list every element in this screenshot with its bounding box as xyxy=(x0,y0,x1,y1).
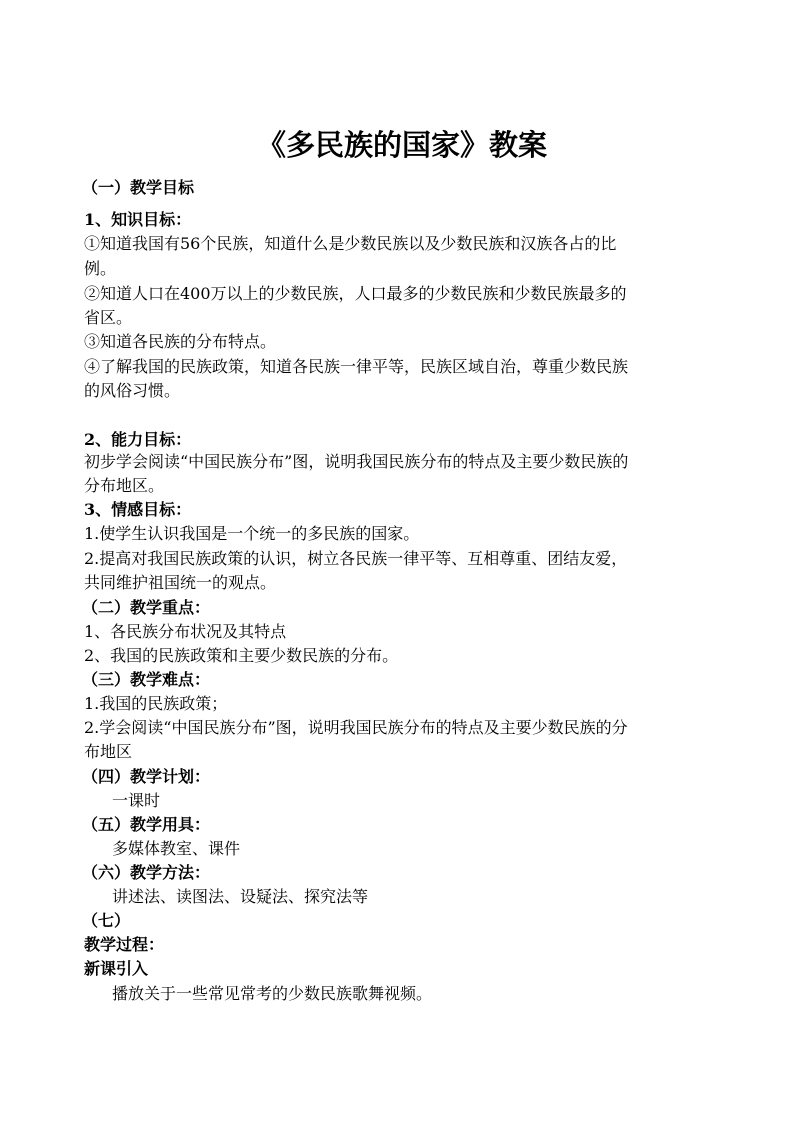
difficulty-2-line-1: 2.学会阅读“中国民族分布”图，说明我国民族分布的特点及主要少数民族的分 xyxy=(84,718,628,737)
knowledge-item-2-line-1: ②知道人口在400万以上的少数民族，人口最多的少数民族和少数民族最多的 xyxy=(84,284,627,303)
knowledge-item-1-line-1: ①知道我国有56个民族，知道什么是少数民族以及少数民族和汉族各占的比 xyxy=(84,234,617,253)
knowledge-item-1-line-2: 例。 xyxy=(84,259,117,278)
tools-text: 多媒体教室、课件 xyxy=(112,839,241,858)
knowledge-heading: 1、知识目标： xyxy=(84,210,192,229)
plan-text: 一课时 xyxy=(112,791,161,810)
emotion-heading: 3、情感目标： xyxy=(84,500,192,519)
knowledge-item-4-line-2: 的风俗习惯。 xyxy=(84,381,181,400)
intro-heading: 新课引入 xyxy=(84,959,149,978)
ability-item-line-2: 分布地区。 xyxy=(84,476,165,495)
section-heading-methods: （六）教学方法： xyxy=(82,863,211,882)
key-point-1: 1、各民族分布状况及其特点 xyxy=(84,622,287,641)
difficulty-1: 1.我国的民族政策； xyxy=(84,694,228,713)
emotion-item-2-line-1: 2.提高对我国民族政策的认识，树立各民族一律平等、互相尊重、团结友爱， xyxy=(84,549,628,568)
section-heading-tools: （五）教学用具： xyxy=(82,815,211,834)
emotion-item-1: 1.使学生认识我国是一个统一的多民族的国家。 xyxy=(84,524,420,543)
methods-text: 讲述法、读图法、设疑法、探究法等 xyxy=(112,887,369,906)
emotion-item-2-line-2: 共同维护祖国统一的观点。 xyxy=(84,573,277,592)
knowledge-item-2-line-2: 省区。 xyxy=(84,308,133,327)
process-heading: 教学过程： xyxy=(84,935,165,954)
knowledge-item-4-line-1: ④了解我国的民族政策，知道各民族一律平等，民族区域自治，尊重少数民族 xyxy=(84,357,629,376)
document-title: 《多民族的国家》教案 xyxy=(256,128,547,162)
intro-text: 播放关于一些常见常考的少数民族歌舞视频。 xyxy=(112,984,433,1003)
section-heading-plan: （四）教学计划： xyxy=(82,767,211,786)
difficulty-2-line-2: 布地区 xyxy=(84,742,133,761)
section-heading-key-points: （二）教学重点： xyxy=(82,598,211,617)
key-point-2: 2、我国的民族政策和主要少数民族的分布。 xyxy=(84,646,399,665)
section-heading-difficulties: （三）教学难点： xyxy=(82,670,211,689)
section-heading-objectives: （一）教学目标 xyxy=(82,178,195,197)
ability-heading: 2、能力目标： xyxy=(84,430,192,449)
section-heading-process-number: （七） xyxy=(82,911,131,930)
knowledge-item-3: ③知道各民族的分布特点。 xyxy=(84,332,277,351)
ability-item-line-1: 初步学会阅读“中国民族分布”图，说明我国民族分布的特点及主要少数民族的 xyxy=(84,452,629,471)
